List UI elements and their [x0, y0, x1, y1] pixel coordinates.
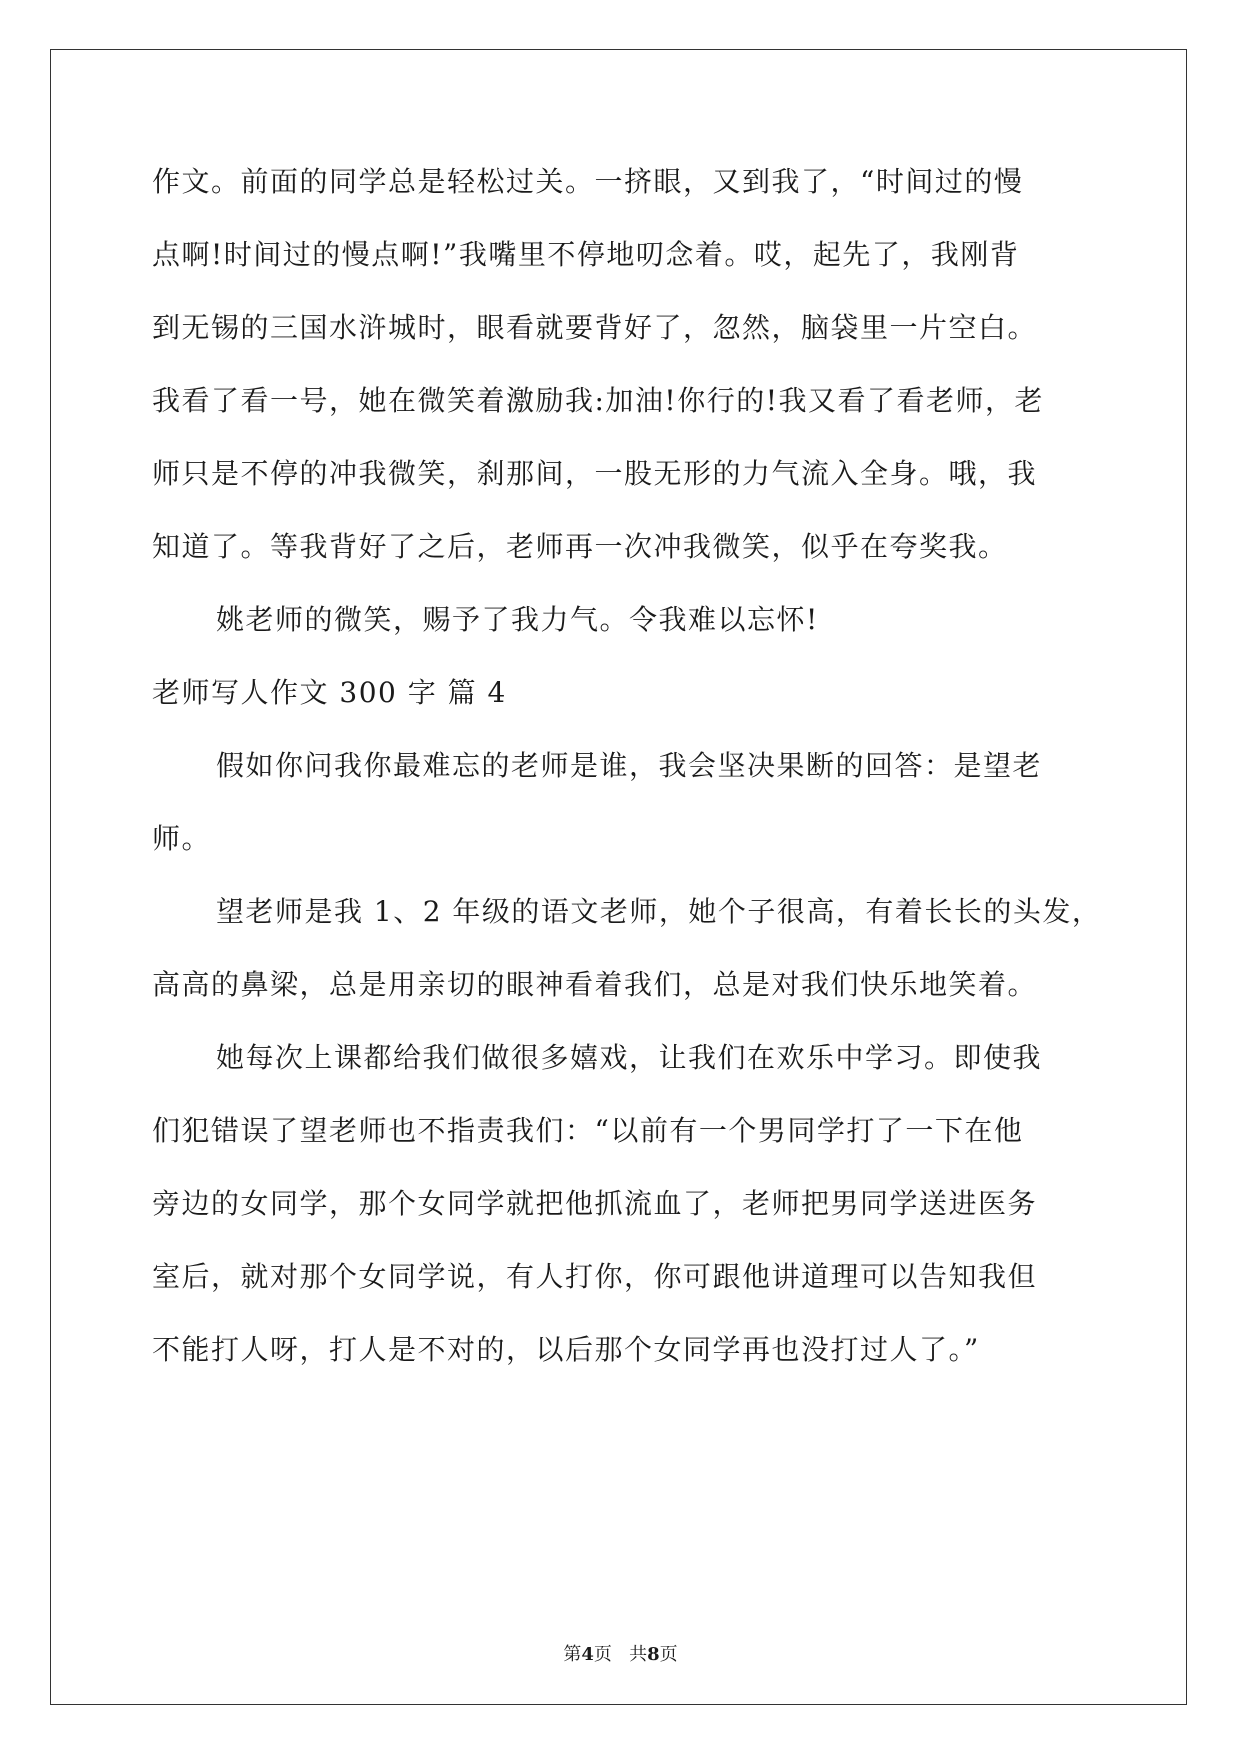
text-line: 作文。前面的同学总是轻松过关。一挤眼，又到我了，“时间过的慢	[152, 165, 1024, 198]
text-line: 知道了。等我背好了之后，老师再一次冲我微笑，似乎在夸奖我。	[152, 530, 1008, 563]
page-number-footer	[0, 1643, 1241, 1667]
section-heading: 老师写人作文 300 字 篇 4	[152, 676, 507, 709]
page-border	[50, 49, 1187, 1705]
text-line: 到无锡的三国水浒城时，眼看就要背好了，忽然，脑袋里一片空白。	[152, 311, 1038, 344]
text-line: 我看了看一号，她在微笑着激励我:加油!你行的!我又看了看老师，老	[152, 384, 1044, 417]
text-line: 她每次上课都给我们做很多嬉戏，让我们在欢乐中学习。即使我	[216, 1041, 1043, 1074]
text-line: 高高的鼻梁，总是用亲切的眼神看着我们，总是对我们快乐地笑着。	[152, 968, 1038, 1001]
text-line: 望老师是我 1、2 年级的语文老师，她个子很高，有着长长的头发，	[216, 895, 1102, 928]
text-line: 师只是不停的冲我微笑，刹那间，一股无形的力气流入全身。哦，我	[152, 457, 1038, 490]
text-line: 室后，就对那个女同学说，有人打你，你可跟他讲道理可以告知我但	[152, 1260, 1038, 1293]
text-line: 假如你问我你最难忘的老师是谁，我会坚决果断的回答：是望老	[216, 749, 1043, 782]
footer-suffix: 页	[659, 1644, 678, 1665]
text-line: 点啊!时间过的慢点啊!”我嘴里不停地叨念着。哎，起先了，我刚背	[152, 238, 1020, 271]
total-pages-number: 8	[647, 1644, 660, 1665]
text-line: 旁边的女同学，那个女同学就把他抓流血了，老师把男同学送进医务	[152, 1187, 1038, 1220]
text-line: 们犯错误了望老师也不指责我们：“以前有一个男同学打了一下在他	[152, 1114, 1024, 1147]
text-line: 姚老师的微笑，赐予了我力气。令我难以忘怀!	[216, 603, 819, 636]
footer-middle: 页 共	[593, 1644, 648, 1665]
text-line: 师。	[152, 822, 212, 855]
text-line: 不能打人呀，打人是不对的，以后那个女同学再也没打过人了。”	[152, 1333, 980, 1366]
footer-prefix: 第	[563, 1644, 582, 1665]
current-page-number: 4	[581, 1644, 594, 1665]
